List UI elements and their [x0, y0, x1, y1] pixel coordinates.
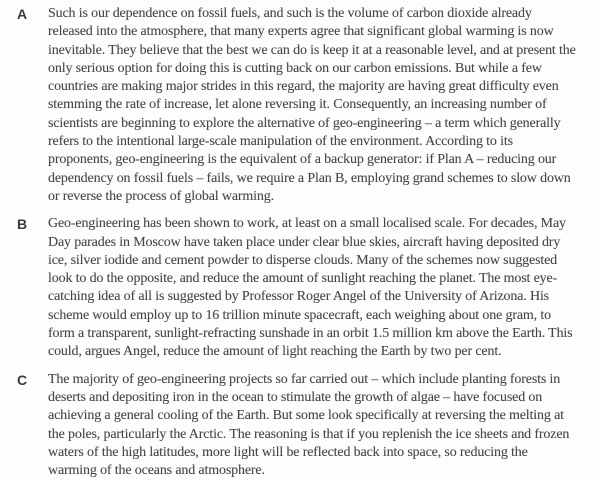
paragraph-text-a: Such is our dependence on fossil fuels, and such is the volume of carbon dioxide already released into the atmosphere, that many experts agree that significant global warming is now inevitable. They believe that the best we can do is keep it at a reasonable level, and at present the only serious option for doing this is cutting back on our carbon emissions. But while a few countries are making major strides in this regard, the majority are having great difficulty even stemming the rate of increase, let alone reversing it. Consequently, an increasing number of scientists are beginning to explore the alternative of geo-engineering – a term which generally refers to the intentional large-scale manipulation of the environment. According to its proponents, geo-engineering is the equivalent of a backup generator: if Plan A – reducing our dependency on fossil fuels – fails, we require a Plan B, employing grand schemes to slow down or reverse the process of global warming.	[48, 6, 576, 204]
paragraph-text-b: Geo-engineering has been shown to work, at least on a small localised scale. For decades, May Day parades in Moscow have taken place under clear blue skies, aircraft having deposited dry ice, silver iodide and cement powder to disperse clouds. Many of the schemes now suggested look to do the opposite, and reduce the amount of sunlight reaching the planet. The most eye-catching idea of all is suggested by Professor Roger Angel of the University of Arizona. His scheme would employ up to 16 trillion minute spacecraft, each weighing about one gram, to form a transparent, sunlight-refracting sunshade in an orbit 1.5 million km above the Earth. This could, argues Angel, reduce the amount of light reaching the Earth by two per cent.	[48, 216, 573, 360]
paragraph-label-a: A	[17, 6, 28, 22]
passage-paragraph-c	[14, 371, 578, 480]
passage-paragraph-b	[14, 215, 578, 361]
paragraph-label-b: B	[17, 216, 28, 233]
passage-paragraph-a	[14, 5, 578, 206]
paragraph-label-c: C	[17, 371, 28, 388]
paragraph-text-c: The majority of geo-engineering projects so far carried out – which include planting forests in deserts and depositing iron in the ocean to stimulate the growth of algae – have focused on achieving a general cooling of the Earth. But some look specifically at reversing the melting at the poles, particularly the Arctic. The reasoning is that if you replenish the ice sheets and frozen waters of the high latitudes, more light will be reflected back into space, so reducing the warming of the oceans and atmosphere.	[48, 371, 570, 479]
